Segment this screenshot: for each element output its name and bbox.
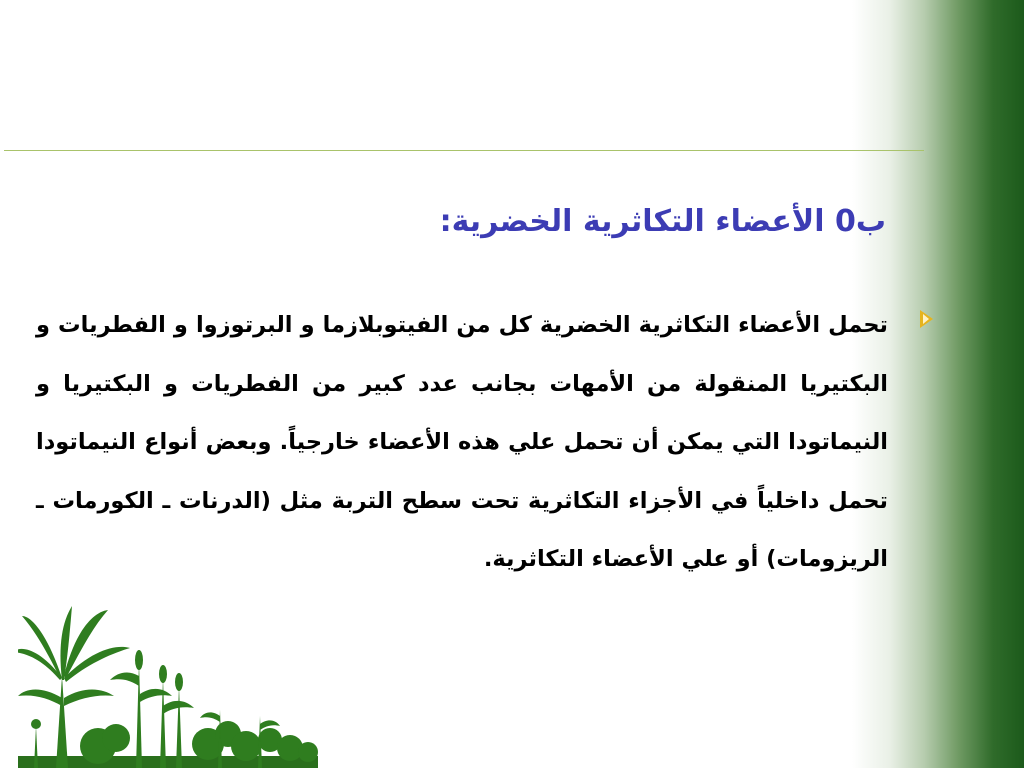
plants-silhouette-icon — [18, 606, 318, 768]
body-paragraph: تحمل الأعضاء التكاثرية الخضرية كل من الفيتوبلازما و البرتوزوا و الفطريات و البكتيريا المنقولة من الأمهات بجانب عدد كبير من الفطريات و البكتيريا و النيماتودا التي يمكن أن تحمل علي هذه الأعضاء خارجياً. وبعض أنواع النيماتودا تحمل داخلياً في الأجزاء التكاثرية تحت سطح التربة مثل (الدرنات ـ الكورمات ـ الريزومات) أو علي الأعضاء التكاثرية. — [36, 312, 888, 572]
title-divider — [4, 150, 924, 151]
slide-title: ب0 الأعضاء التكاثرية الخضرية: — [439, 204, 886, 239]
triangle-bullet-icon — [920, 310, 933, 328]
